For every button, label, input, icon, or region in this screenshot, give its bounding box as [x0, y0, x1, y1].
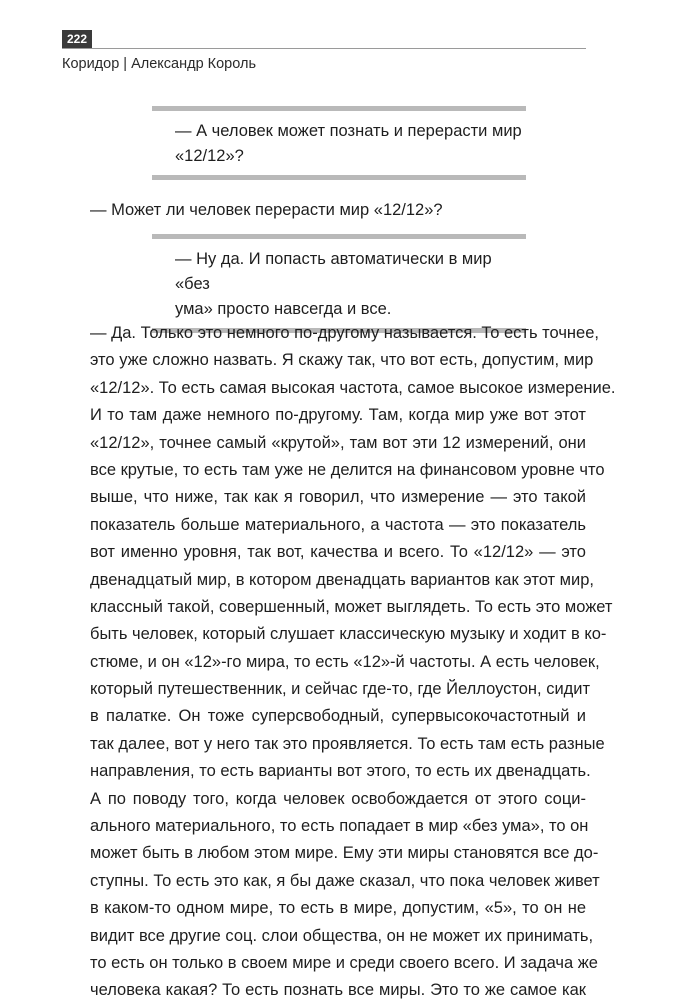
- text-line: быть человек, который слушает классическую музыку и ходит в ко-: [90, 625, 607, 644]
- text-line: направления, то есть варианты вот этого, то есть их двенадцать.: [90, 762, 591, 781]
- running-head: Коридор | Александр Король: [62, 56, 257, 72]
- question-line: ума» просто навсегда и все.: [175, 300, 392, 318]
- question-text: [152, 111, 526, 175]
- text-line: выше, что ниже, так как я говорил, что измерение — это такой: [90, 488, 586, 507]
- text-line: это уже сложно назвать. Я скажу так, что вот есть, допустим, мир: [90, 351, 594, 370]
- text-line: стюме, и он «12»-го мира, то есть «12»-й частоты. А есть человек,: [90, 652, 600, 671]
- text-line: все крутые, то есть там уже не делится на финансовом уровне что: [90, 460, 605, 479]
- question-line: — А человек может познать и перерасти мир: [175, 122, 522, 140]
- text-line: ступны. То есть это как, я бы даже сказал, что пока человек живет: [90, 871, 600, 890]
- body-paragraph: [90, 320, 616, 1005]
- text-line: в каком-то одном мире, то есть в мире, допустим, «5», то он не: [90, 899, 586, 918]
- question-line: — Ну да. И попасть автоматически в мир «без: [175, 250, 492, 293]
- text-line: И то там даже немного по-другому. Там, когда мир уже вот этот: [90, 406, 586, 425]
- text-line: который путешественник, и сейчас где-то, где Йеллоустон, сидит: [90, 680, 591, 699]
- text-line: А по поводу того, когда человек освобождается от этого соци-: [90, 789, 586, 808]
- text-line: вот именно уровня, так вот, качества и всего. То «12/12» — это: [90, 543, 586, 562]
- text-line: классный такой, совершенный, может выглядеть. То есть это может: [90, 597, 613, 616]
- question-box-2: [152, 234, 526, 333]
- text-line: то есть он только в своем мире и среди своего всего. И задача же: [90, 953, 598, 972]
- header-rule: [62, 48, 586, 49]
- text-line: показатель больше материального, а частота — это показатель: [90, 515, 586, 534]
- text-line: человека какая? То есть познать все миры. Это то же самое как: [90, 981, 586, 1000]
- page-number: 222: [62, 30, 92, 49]
- text-line: так далее, вот у него так это проявляется. То есть там есть разные: [90, 734, 605, 753]
- question-bottom-bar: [152, 175, 526, 180]
- question-box-1: [152, 106, 526, 180]
- text-line: ального материального, то есть попадает в мир «без ума», то он: [90, 817, 589, 836]
- text-line: двенадцатый мир, в котором двенадцать вариантов как этот мир,: [90, 570, 594, 589]
- text-line: «12/12», точнее самый «крутой», там вот эти 12 измерений, они: [90, 433, 586, 452]
- question-text: [152, 239, 526, 328]
- text-line: в палатке. Он тоже суперсвободный, супервысокочастотный и: [90, 707, 586, 726]
- answer-line: — Может ли человек перерасти мир «12/12»?: [90, 201, 443, 219]
- text-line: может быть в любом этом мире. Ему эти миры становятся все до-: [90, 844, 599, 863]
- text-line: видит все другие соц. слои общества, он не может их принимать,: [90, 926, 594, 945]
- question-line: «12/12»?: [175, 147, 244, 165]
- text-line: — Да. Только это немного по-другому называется. То есть точнее,: [90, 324, 599, 342]
- text-line: «12/12». То есть самая высокая частота, самое высокое измерение.: [90, 378, 616, 397]
